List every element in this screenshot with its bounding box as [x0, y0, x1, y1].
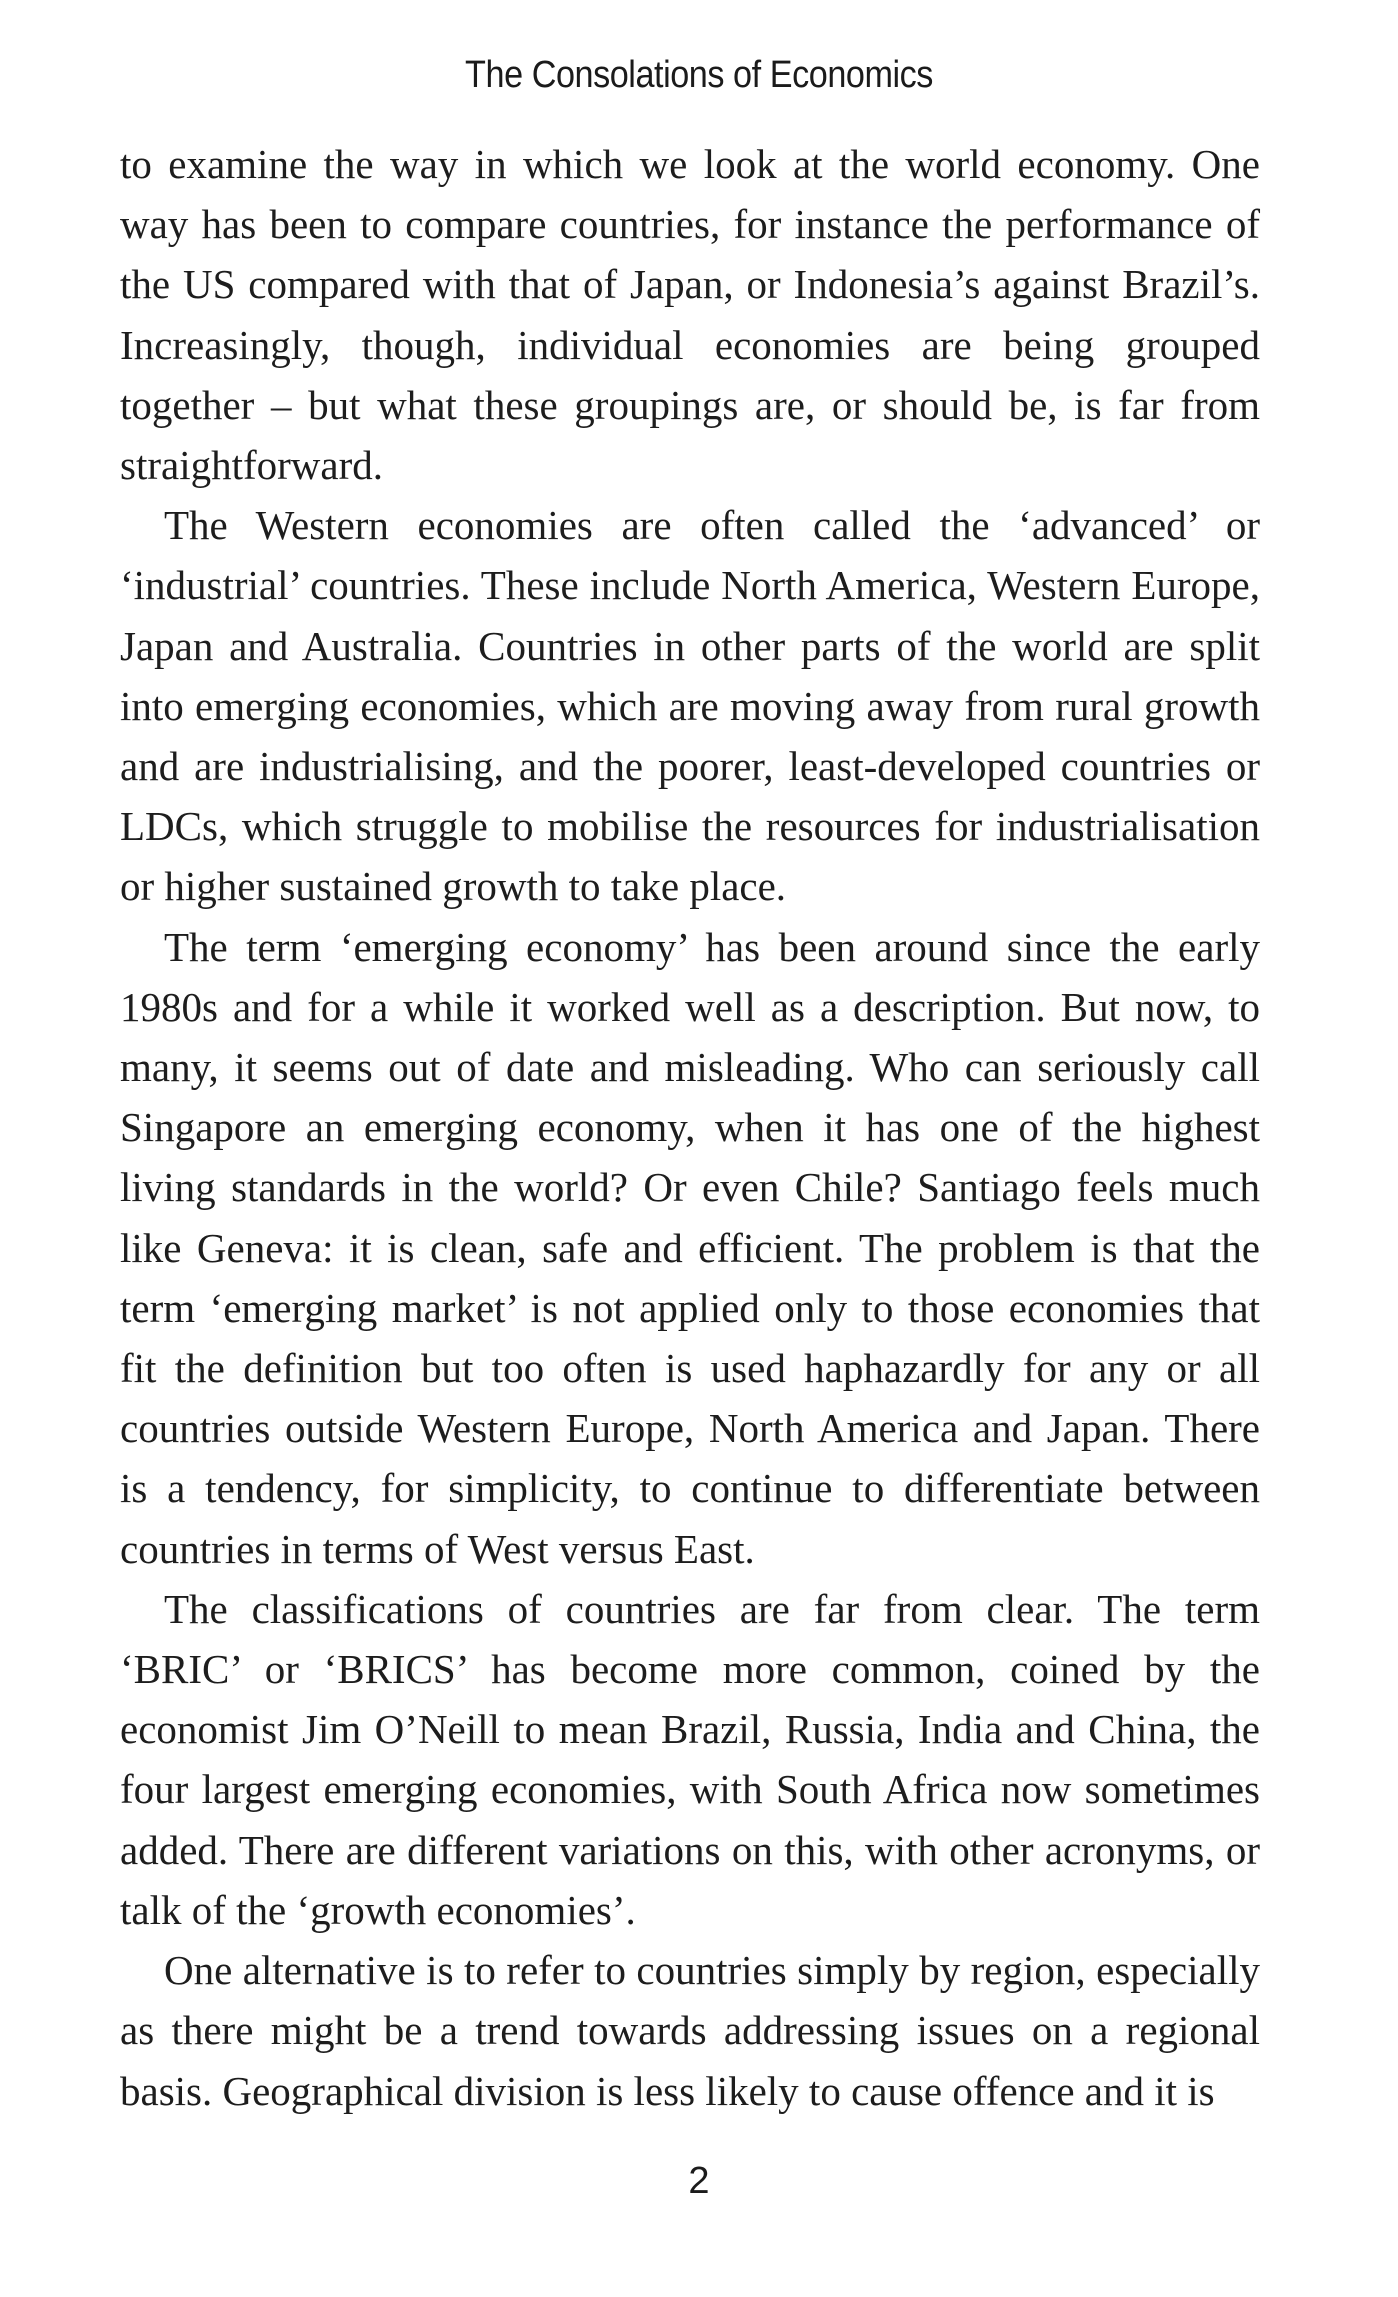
paragraph-regional-alternative: One alternative is to refer to countries simply by region, especially as there might be a trend towards addressing issues on a regional basis. Geographical division is less likely to cause offence and it is [120, 1947, 1260, 2114]
paragraph-continued: to examine the way in which we look at the world economy. One way has been to compare countries, for instance the performance of the US compared with that of Japan, or Indonesia’s against Brazil’s. Increasingly, though, individual economies are being grouped together – but what these groupings are, or should be, is far from straightforward. [120, 141, 1260, 489]
paragraph-emerging-economy: The term ‘emerging economy’ has been around since the early 1980s and for a while it worked well as a description. But now, to many, it seems out of date and misleading. Who can seriously call Singapore an emerging economy, when it has one of the highest living standards in the world? Or even Chile? Santiago feels much like Geneva: it is clean, safe and efficient. The problem is that the term ‘emerging market’ is not applied only to those economies that fit the definition but too often is used haphazardly for any or all countries outside Western Europe, North America and Japan. There is a tendency, for simplicity, to continue to differentiate between countries in terms of West versus East. [120, 923, 1260, 1572]
body-text [120, 134, 1260, 2121]
paragraph-classifications: The classifications of countries are far from clear. The term ‘BRIC’ or ‘BRICS’ has become more common, coined by the economist Jim O’Neill to mean Brazil, Russia, India and China, the four largest emerging economies, with South Africa now sometimes added. There are different variations on this, with other acronyms, or talk of the ‘growth economies’. [120, 1585, 1260, 1933]
running-head: The Consolations of Economics [465, 54, 933, 96]
paragraph-western-economies: The Western economies are often called the ‘advanced’ or ‘industrial’ countries. These include North America, Western Europe, Japan and Australia. Countries in other parts of the world are split into emerging economies, which are moving away from rural growth and are industrialising, and the poorer, least-developed countries or LDCs, which struggle to mobilise the resources for industrialisation or higher sustained growth to take place. [120, 502, 1260, 910]
page-number: 2 [688, 2160, 710, 2202]
